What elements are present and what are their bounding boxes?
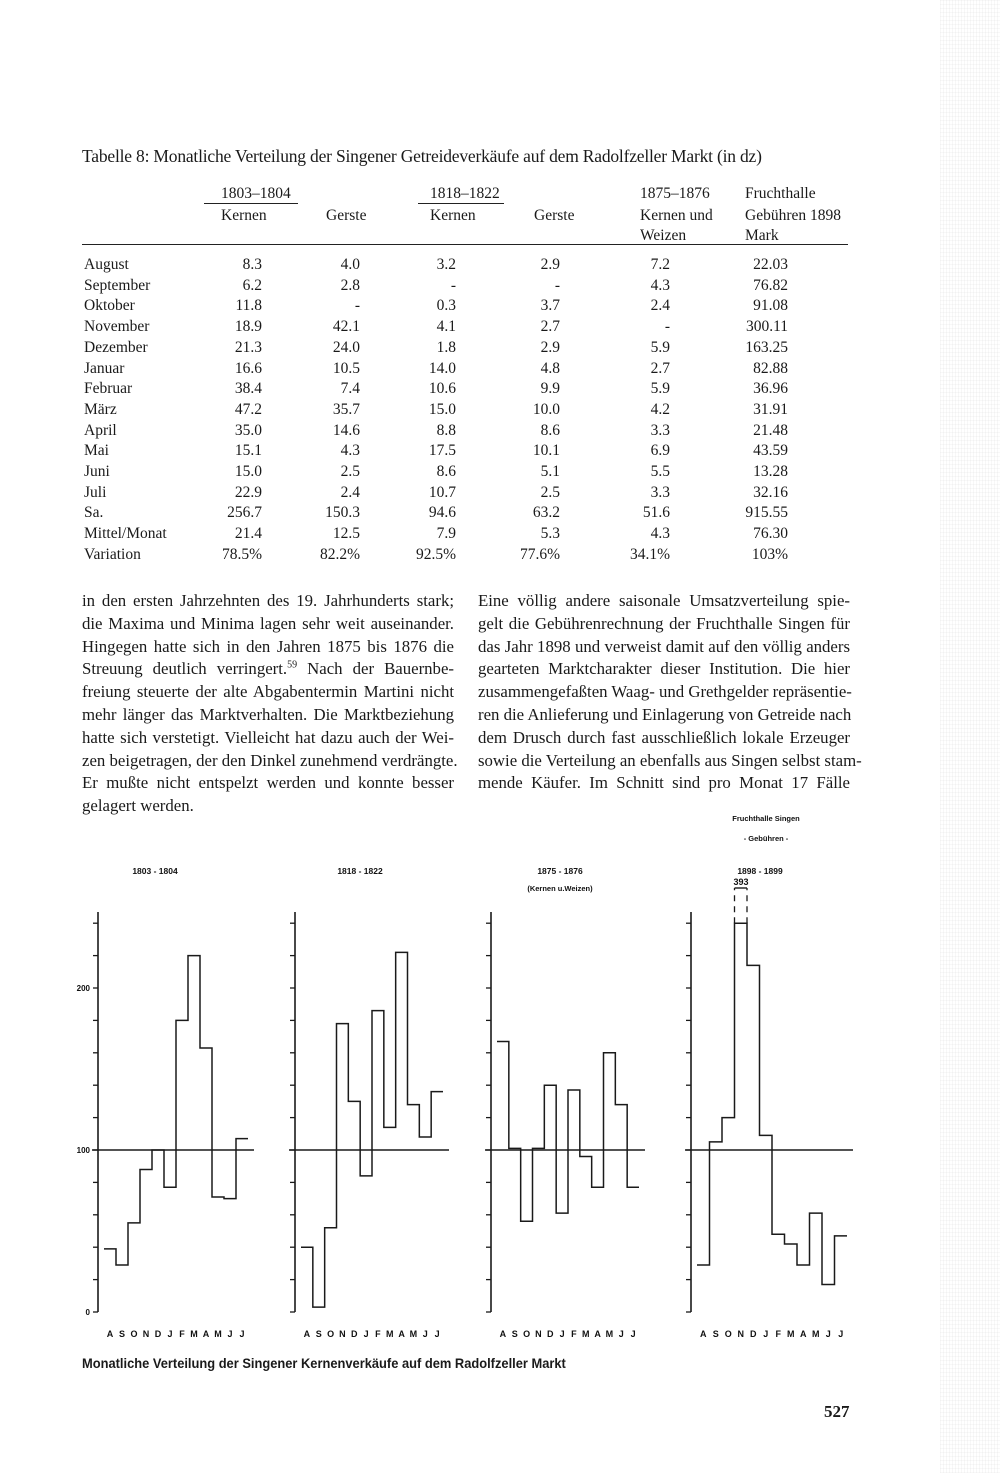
table-cell: 2.5 — [540, 483, 560, 501]
header-gerste-2: Gerste — [534, 207, 575, 224]
series-line — [497, 1041, 639, 1221]
table-cell: 2.9 — [540, 338, 560, 356]
x-tick-label: M — [582, 1329, 590, 1339]
row-label: Januar — [84, 359, 125, 377]
chart-subheader: - Gebühren - — [743, 834, 789, 843]
x-tick-label: M — [605, 1329, 614, 1339]
x-tick-label: N — [339, 1329, 346, 1339]
x-tick-label: J — [618, 1329, 624, 1339]
text-line: Er mußte nicht entspelzt werden und konnte besser — [82, 773, 454, 793]
chart-title: 1803 - 1804 — [132, 866, 178, 876]
body-text-left — [82, 590, 458, 818]
x-tick-label: F — [775, 1329, 781, 1339]
x-tick-label: F — [571, 1329, 577, 1339]
table-cell: 3.3 — [650, 421, 670, 439]
text-line: die Maxima und Minima lagen sehr weit auseinander. — [82, 613, 454, 633]
table-cell: 4.2 — [650, 400, 670, 418]
table-cell: 21.4 — [234, 525, 262, 543]
x-tick-label: N — [535, 1329, 542, 1339]
table-cell: 4.8 — [540, 359, 560, 377]
table-cell: 5.9 — [650, 380, 670, 398]
row-label: Februar — [84, 380, 133, 398]
header-gerste-1: Gerste — [326, 207, 367, 224]
header-kernen-1: Kernen — [221, 207, 267, 224]
text-line: zusammengefaßten Waag- und Grethgelder repräsentie- — [478, 682, 852, 702]
table-row — [0, 297, 1000, 318]
header-fruchthalle: Fruchthalle — [745, 185, 816, 202]
x-tick-label: J — [630, 1329, 636, 1339]
chart-title: 1898 - 1899 — [737, 866, 783, 876]
row-label: Mittel/Monat — [84, 525, 167, 543]
x-tick-label: M — [409, 1329, 418, 1339]
x-tick-label: D — [547, 1329, 554, 1339]
x-tick-label: M — [190, 1329, 198, 1339]
text-line: ren die Anlieferung und Einlagerung von Getreide nach — [478, 704, 852, 724]
x-tick-label: A — [800, 1329, 807, 1339]
table-cell: 2.4 — [650, 297, 670, 315]
table-cell: 12.5 — [332, 525, 360, 543]
text-line: das Jahr 1898 und verweist damit auf den völlig anders — [478, 636, 850, 656]
row-label: November — [84, 318, 150, 336]
table-row — [0, 318, 1000, 339]
x-tick-label: M — [787, 1329, 795, 1339]
table-row — [0, 463, 1000, 484]
table-row — [0, 442, 1000, 463]
table-cell: - — [664, 318, 670, 336]
table-cell: 2.9 — [540, 256, 560, 273]
text-line: gelagert werden. — [82, 796, 194, 816]
x-tick-label: D — [750, 1329, 757, 1339]
table-top-rule — [82, 244, 848, 245]
text-fragment: Streuung deutlich verringert. — [82, 659, 288, 679]
table-cell: 4.0 — [340, 256, 360, 273]
x-tick-label: N — [737, 1329, 744, 1339]
text-line: gelt die Gebührenrechnung der Fruchthalle Singen für — [478, 613, 850, 633]
table-cell: 76.30 — [753, 525, 788, 543]
table-cell: 43.59 — [753, 442, 788, 460]
x-tick-label: D — [351, 1329, 358, 1339]
table-cell: 34.1% — [629, 545, 670, 563]
table-cell: 103% — [751, 545, 788, 563]
table-cell: 21.48 — [753, 421, 788, 439]
table-cell: 8.6 — [436, 463, 456, 480]
table-cell: - — [354, 297, 360, 315]
text-line: Hingegen hatte sich in den Jahren 1875 bis 1876 die — [82, 636, 454, 656]
table-cell: 94.6 — [428, 504, 456, 522]
row-label: März — [84, 400, 117, 418]
row-label: August — [84, 256, 129, 273]
table-cell: 7.4 — [340, 380, 360, 398]
text-line: Eine völlig andere saisonale Umsatzverteilung spie- — [478, 591, 850, 610]
header-gebuehren: Gebühren 1898 — [745, 207, 841, 224]
table-cell: 51.6 — [642, 504, 670, 522]
x-tick-label: J — [239, 1329, 245, 1339]
table-cell: 13.28 — [753, 463, 788, 480]
text-line: in den ersten Jahrzehnten des 19. Jahrhunderts stark; — [82, 591, 454, 610]
text-line: mende Käufer. Im Schnitt sind pro Monat 17 Fälle — [478, 773, 850, 793]
row-label: September — [84, 276, 151, 294]
header-period-1803: 1803–1804 — [221, 185, 291, 202]
y-tick-label: 100 — [76, 1146, 90, 1155]
chart-subtitle: (Kernen u.Weizen) — [527, 884, 593, 893]
page-number: 527 — [824, 1402, 850, 1421]
header-kernen-2: Kernen — [430, 207, 476, 224]
table-cell: 11.8 — [235, 297, 262, 315]
x-tick-label: J — [559, 1329, 565, 1339]
table-cell: - — [554, 276, 560, 294]
x-tick-label: N — [142, 1329, 150, 1339]
text-line: dem Drusch durch fast ausschließlich lokale Erzeuger — [478, 727, 850, 747]
text-line: mehr länger das Marktverhalten. Die Marktbeziehung — [82, 704, 454, 724]
table-row — [0, 401, 1000, 422]
table-cell: 3.3 — [650, 483, 670, 501]
table-cell: 15.0 — [428, 400, 456, 418]
table-cell: 5.9 — [650, 338, 670, 356]
x-tick-label: O — [523, 1329, 531, 1339]
table-cell: 76.82 — [753, 276, 788, 294]
x-tick-label: M — [214, 1329, 222, 1339]
table-cell: 150.3 — [325, 504, 360, 522]
series-line — [697, 923, 847, 1284]
table-row — [0, 422, 1000, 443]
table-cell: 14.6 — [332, 421, 360, 439]
table-cell: 2.8 — [340, 276, 360, 294]
table-cell: 3.7 — [540, 297, 560, 315]
text-line: sowie die Verteilung an ebenfalls aus Singen selbst stam- — [478, 750, 862, 770]
text-line: freiung steuerte der alte Abgabentermin Martini nicht — [82, 682, 454, 702]
x-tick-label: A — [499, 1329, 507, 1339]
table-row — [0, 525, 1000, 546]
x-tick-label: J — [363, 1329, 369, 1339]
table-cell: 31.91 — [753, 400, 788, 418]
row-label: Juli — [84, 483, 107, 501]
row-label: Dezember — [84, 338, 148, 356]
row-label: April — [84, 421, 117, 439]
table-cell: 163.25 — [745, 338, 788, 356]
table-cell: - — [450, 276, 456, 294]
table-cell: 6.9 — [650, 442, 670, 460]
row-label: Sa. — [84, 504, 104, 522]
x-tick-label: D — [154, 1329, 162, 1339]
table-cell: 5.1 — [540, 463, 560, 480]
table-cell: 47.2 — [234, 400, 262, 418]
x-tick-label: O — [327, 1329, 335, 1339]
table-cell: 0.3 — [436, 297, 456, 315]
x-tick-label: O — [130, 1329, 138, 1339]
x-tick-label: J — [838, 1329, 844, 1339]
row-label: Mai — [84, 442, 109, 460]
table-row — [0, 504, 1000, 525]
table-cell: 2.7 — [540, 318, 560, 336]
table-cell: 10.6 — [428, 380, 456, 398]
x-tick-label: J — [825, 1329, 831, 1339]
row-label: Oktober — [84, 297, 135, 315]
table-cell: 78.5% — [221, 545, 262, 563]
text-fragment: Nach der Bauernbe- — [297, 659, 454, 679]
table-cell: 6.2 — [242, 276, 262, 294]
table-caption: Tabelle 8: Monatliche Verteilung der Singener Getreideverkäufe auf dem Radolfzeller Markt (in dz) — [82, 146, 762, 166]
table-cell: 8.3 — [242, 256, 262, 273]
header-weizen: Weizen — [640, 227, 687, 244]
table-cell: 63.2 — [532, 504, 560, 522]
table-cell: 8.6 — [540, 421, 560, 439]
peak-label: 393 — [733, 877, 749, 887]
row-label: Variation — [84, 545, 141, 563]
chart-title: 1818 - 1822 — [337, 866, 383, 876]
table-cell: 10.7 — [428, 483, 456, 501]
chart-header: Fruchthalle Singen — [732, 814, 800, 823]
table-cell: 14.0 — [428, 359, 456, 377]
text-line: gearteten Marktcharakter dieser Institution. Die hier — [478, 659, 850, 679]
table-cell: 9.9 — [540, 380, 560, 398]
x-tick-label: S — [315, 1329, 322, 1339]
table-row — [0, 484, 1000, 505]
table-cell: 91.08 — [753, 297, 788, 315]
x-tick-label: J — [227, 1329, 233, 1339]
table-row — [0, 546, 1000, 567]
x-tick-label: A — [303, 1329, 311, 1339]
table-cell: 5.3 — [540, 525, 560, 543]
header-rule-1803 — [204, 203, 298, 204]
table-cell: 300.11 — [745, 318, 788, 336]
table-cell: 77.6% — [519, 545, 560, 563]
y-tick-label: 200 — [76, 984, 90, 993]
table-cell: 35.7 — [332, 400, 360, 418]
x-tick-label: S — [511, 1329, 518, 1339]
x-tick-label: O — [724, 1329, 732, 1339]
table-cell: 42.1 — [332, 318, 360, 336]
table-cell: 4.3 — [340, 442, 360, 460]
table-cell: 1.8 — [436, 338, 456, 356]
x-tick-label: J — [434, 1329, 440, 1339]
table-cell: 15.1 — [234, 442, 262, 460]
table-cell: 38.4 — [234, 380, 262, 398]
table-cell: 18.9 — [234, 318, 262, 336]
x-tick-label: J — [763, 1329, 769, 1339]
x-tick-label: M — [386, 1329, 394, 1339]
header-period-1818: 1818–1822 — [430, 185, 500, 202]
footnote-ref[interactable]: 59 — [287, 659, 298, 671]
y-tick-label: 0 — [85, 1308, 90, 1317]
table-cell: 82.88 — [753, 359, 788, 377]
table-cell: 2.4 — [340, 483, 360, 501]
table-cell: 15.0 — [234, 463, 262, 480]
table-row — [0, 360, 1000, 381]
header-period-1875: 1875–1876 — [640, 185, 710, 202]
table-cell: 4.3 — [650, 276, 670, 294]
x-tick-label: F — [375, 1329, 381, 1339]
table-cell: 16.6 — [234, 359, 262, 377]
x-tick-label: A — [202, 1329, 210, 1339]
table-cell: 2.7 — [650, 359, 670, 377]
table-row — [0, 380, 1000, 401]
text-line: hatte sich verstetigt. Vielleicht hat dazu auch der Wei- — [82, 727, 454, 747]
step-charts-figure — [0, 800, 1000, 1350]
table-cell: 10.5 — [332, 359, 360, 377]
header-mark: Mark — [745, 227, 779, 244]
table-cell: 10.1 — [532, 442, 560, 460]
table-cell: 5.5 — [650, 463, 670, 480]
table-cell: 22.9 — [234, 483, 262, 501]
x-tick-label: J — [167, 1329, 173, 1339]
row-label: Juni — [84, 463, 110, 480]
table-cell: 82.2% — [319, 545, 360, 563]
x-tick-label: A — [700, 1329, 707, 1339]
series-line — [104, 956, 248, 1265]
table-row — [0, 277, 1000, 298]
table-cell: 21.3 — [234, 338, 262, 356]
body-text-right — [478, 590, 862, 795]
table-cell: 24.0 — [332, 338, 360, 356]
table-cell: 22.03 — [753, 256, 788, 273]
x-tick-label: S — [712, 1329, 719, 1339]
table-cell: 7.2 — [650, 256, 670, 273]
table-cell: 32.16 — [753, 483, 788, 501]
x-tick-label: A — [398, 1329, 405, 1339]
x-tick-label: F — [179, 1329, 185, 1339]
header-kernen-und: Kernen und — [640, 207, 713, 224]
table-row — [0, 339, 1000, 360]
x-tick-label: A — [106, 1329, 114, 1339]
header-rule-1818 — [418, 203, 504, 204]
series-line — [301, 952, 443, 1307]
table-cell: 4.1 — [436, 318, 456, 336]
table-cell: 915.55 — [745, 504, 788, 522]
table-cell: 2.5 — [340, 463, 360, 480]
table-cell: 92.5% — [415, 545, 456, 563]
chart-title: 1875 - 1876 — [537, 866, 583, 876]
figure-caption: Monatliche Verteilung der Singener Kernenverkäufe auf dem Radolfzeller Markt — [82, 1355, 566, 1371]
table-row — [0, 256, 1000, 277]
table-cell: 7.9 — [436, 525, 456, 543]
table-cell: 17.5 — [428, 442, 456, 460]
table-cell: 256.7 — [227, 504, 262, 522]
table-cell: 35.0 — [234, 421, 262, 439]
x-tick-label: A — [594, 1329, 601, 1339]
table-cell: 10.0 — [532, 400, 560, 418]
text-line: zen beigetragen, der den Dinkel zunehmend verdrängte. — [82, 750, 458, 770]
table-cell: 4.3 — [650, 525, 670, 543]
table-cell: 3.2 — [436, 256, 456, 273]
x-tick-label: J — [422, 1329, 428, 1339]
x-tick-label: M — [812, 1329, 820, 1339]
x-tick-label: S — [118, 1329, 126, 1339]
table-cell: 36.96 — [753, 380, 788, 398]
table-cell: 8.8 — [436, 421, 456, 439]
text-line-footnote — [82, 658, 454, 681]
